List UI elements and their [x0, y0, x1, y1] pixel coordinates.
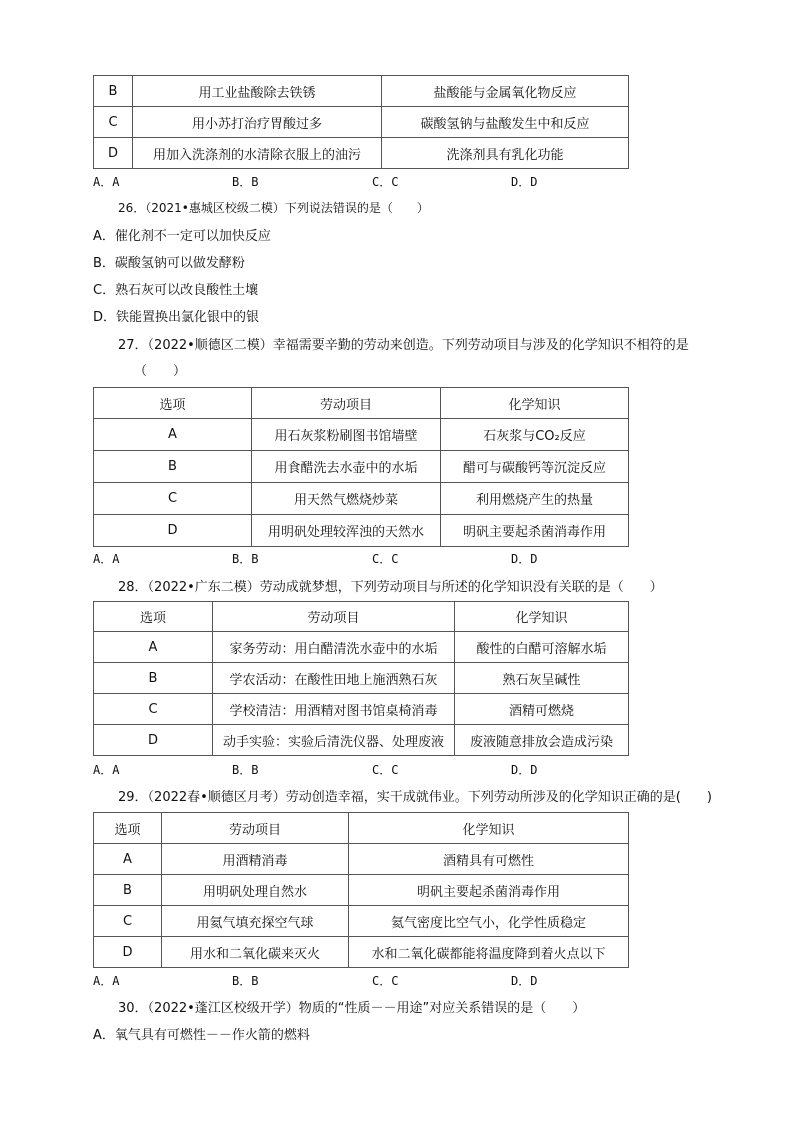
option-d: D．D	[511, 763, 538, 777]
table-cell-knowledge: 废液随意排放会造成污染	[455, 725, 629, 756]
question-28-table	[93, 601, 629, 756]
table-cell-project: 用石灰浆粉刷图书馆墙壁	[252, 419, 441, 451]
option-c: C．C	[372, 763, 399, 777]
table-cell-knowledge: 盐酸能与金属氧化物反应	[382, 76, 629, 107]
table-cell-project: 用加入洗涤剂的水清除衣服上的油污	[133, 138, 382, 169]
table-row	[94, 107, 629, 138]
question-26-choice-d: D．铁能置换出氯化银中的银	[93, 310, 260, 325]
table-header-row	[94, 388, 629, 419]
table-cell-knowledge: 水和二氧化碳都能将温度降到着火点以下	[349, 937, 629, 968]
table-cell-knowledge: 洗涤剂具有乳化功能	[382, 138, 629, 169]
table-cell-option: D	[94, 937, 162, 968]
option-a: A．A	[93, 974, 120, 988]
option-a: A．A	[93, 175, 120, 189]
table-cell-knowledge: 石灰浆与CO₂反应	[441, 419, 629, 451]
table-cell-project: 用水和二氧化碳来灭火	[162, 937, 349, 968]
table-cell-knowledge: 明矾主要起杀菌消毒作用	[349, 875, 629, 906]
table-cell-knowledge: 熟石灰呈碱性	[455, 663, 629, 694]
question-26-choice-c: C．熟石灰可以改良酸性土壤	[93, 283, 259, 298]
table-row	[94, 937, 629, 968]
table-cell-option: C	[94, 694, 213, 725]
table-cell-knowledge: 酒精具有可燃性	[349, 844, 629, 875]
option-b: B．B	[232, 552, 259, 566]
table-cell-option: D	[94, 138, 133, 169]
header-option: 选项	[94, 602, 213, 632]
question-26-choice-b: B．碳酸氢钠可以做发酵粉	[93, 256, 245, 271]
option-b: B．B	[232, 763, 259, 777]
table-cell-project: 家务劳动：用白醋清洗水壶中的水垢	[213, 632, 455, 663]
table-row	[94, 694, 629, 725]
table-cell-project: 用食醋洗去水壶中的水垢	[252, 451, 441, 483]
option-c: C．C	[372, 974, 399, 988]
table-row	[94, 76, 629, 107]
option-a: A．A	[93, 552, 120, 566]
header-project: 劳动项目	[252, 388, 441, 419]
table-cell-project: 用酒精消毒	[162, 844, 349, 875]
table-cell-option: C	[94, 107, 133, 138]
table-cell-option: B	[94, 76, 133, 107]
table-row	[94, 875, 629, 906]
table-cell-option: B	[94, 663, 213, 694]
table-row	[94, 844, 629, 875]
table-cell-option: A	[94, 419, 252, 451]
option-d: D．D	[511, 175, 538, 189]
table-cell-option: C	[94, 906, 162, 937]
table-cell-option: A	[94, 844, 162, 875]
table-cell-knowledge: 醋可与碳酸钙等沉淀反应	[441, 451, 629, 483]
table-cell-knowledge: 酒精可燃烧	[455, 694, 629, 725]
table-row	[94, 906, 629, 937]
table-cell-option: D	[94, 725, 213, 756]
table-cell-project: 用小苏打治疗胃酸过多	[133, 107, 382, 138]
question-29-table	[93, 812, 629, 968]
table-cell-project: 用天然气燃烧炒菜	[252, 483, 441, 515]
option-b: B．B	[232, 974, 259, 988]
option-d: D．D	[511, 552, 538, 566]
table-cell-option: C	[94, 483, 252, 515]
table-row	[94, 483, 629, 515]
header-knowledge: 化学知识	[455, 602, 629, 632]
table-continuation	[93, 75, 629, 169]
option-c: C．C	[372, 552, 399, 566]
table-cell-knowledge: 酸性的白醋可溶解水垢	[455, 632, 629, 663]
table-cell-knowledge: 明矾主要起杀菌消毒作用	[441, 515, 629, 547]
option-c: C．C	[372, 175, 399, 189]
header-project: 劳动项目	[162, 813, 349, 844]
question-26-choice-a: A．催化剂不一定可以加快反应	[93, 229, 271, 244]
table-cell-project: 学校清洁：用酒精对图书馆桌椅消毒	[213, 694, 455, 725]
table-cell-option: B	[94, 451, 252, 483]
table-header-row	[94, 602, 629, 632]
header-knowledge: 化学知识	[441, 388, 629, 419]
table-cell-project: 用工业盐酸除去铁锈	[133, 76, 382, 107]
table-cell-knowledge: 碳酸氢钠与盐酸发生中和反应	[382, 107, 629, 138]
table-cell-knowledge: 利用燃烧产生的热量	[441, 483, 629, 515]
table-cell-option: B	[94, 875, 162, 906]
table-cell-project: 用明矾处理较浑浊的天然水	[252, 515, 441, 547]
question-27-paren: （ ）	[134, 364, 187, 379]
table-cell-project: 用明矾处理自然水	[162, 875, 349, 906]
question-27-stem: 27．（2022•顺德区二模）幸福需要辛勤的劳动来创造。下列劳动项目与涉及的化学知识不相符的是	[118, 338, 689, 353]
table-row	[94, 419, 629, 451]
question-27-table	[93, 387, 629, 547]
header-project: 劳动项目	[213, 602, 455, 632]
question-30-choice-a: A．氧气具有可燃性－－作火箭的燃料	[93, 1028, 310, 1043]
question-30-stem: 30．（2022•蓬江区校级开学）物质的“性质－－用途”对应关系错误的是（ ）	[118, 1001, 586, 1016]
question-29-stem: 29．（2022春•顺德区月考）劳动创造幸福，实干成就伟业。下列劳动所涉及的化学知识正确的是( )	[118, 790, 712, 805]
table-cell-option: A	[94, 632, 213, 663]
table-cell-project: 动手实验：实验后清洗仪器、处理废液	[213, 725, 455, 756]
header-option: 选项	[94, 388, 252, 419]
option-b: B．B	[232, 175, 259, 189]
table-row	[94, 138, 629, 169]
table-cell-project: 用氦气填充探空气球	[162, 906, 349, 937]
table-row	[94, 725, 629, 756]
table-row	[94, 451, 629, 483]
header-knowledge: 化学知识	[349, 813, 629, 844]
table-row	[94, 515, 629, 547]
table-cell-knowledge: 氦气密度比空气小，化学性质稳定	[349, 906, 629, 937]
table-header-row	[94, 813, 629, 844]
table-cell-project: 学农活动：在酸性田地上施洒熟石灰	[213, 663, 455, 694]
question-28-stem: 28．（2022•广东二模）劳动成就梦想，下列劳动项目与所述的化学知识没有关联的是（ ）	[118, 580, 663, 595]
question-26-stem: 26．（2021•惠城区校级二模）下列说法错误的是（ ）	[118, 201, 429, 215]
option-a: A．A	[93, 763, 120, 777]
header-option: 选项	[94, 813, 162, 844]
table-cell-option: D	[94, 515, 252, 547]
table-row	[94, 663, 629, 694]
table-row	[94, 632, 629, 663]
option-d: D．D	[511, 974, 538, 988]
